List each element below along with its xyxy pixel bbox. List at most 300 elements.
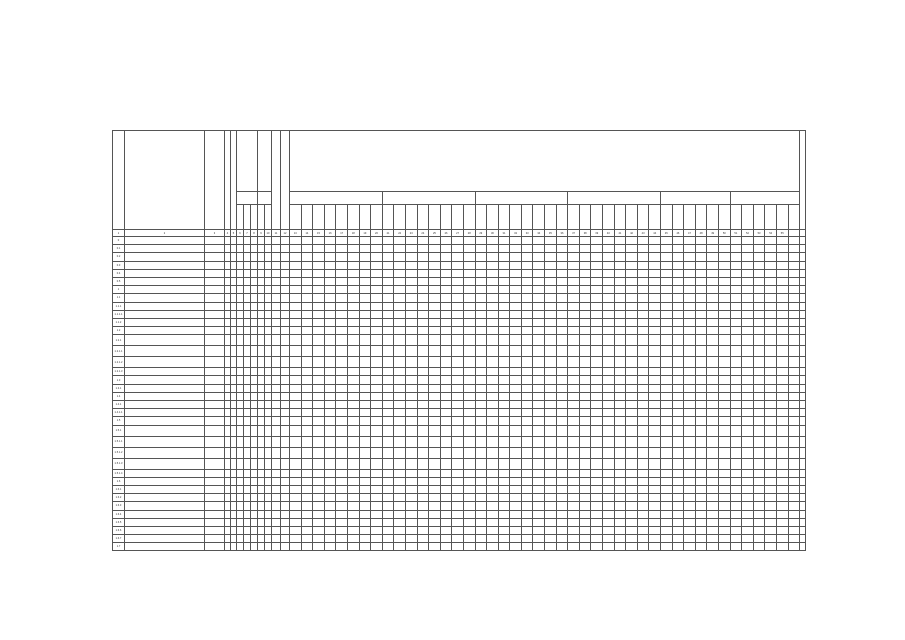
table-row [113,286,806,294]
table-cell [324,286,336,294]
table-cell [272,469,281,477]
table-cell [347,494,359,502]
table-cell [290,302,302,310]
table-cell [637,310,649,318]
table-cell [498,269,510,277]
table-cell [301,357,313,368]
table-cell [579,458,591,469]
header-funding-subcolumn [614,205,626,230]
table-cell [371,357,383,368]
table-cell [336,425,348,436]
table-cell [672,277,684,285]
table-cell [359,417,371,425]
table-cell [579,335,591,346]
table-cell [695,318,707,326]
table-cell [684,469,696,477]
table-cell [244,425,251,436]
table-cell [359,310,371,318]
table-cell [626,409,638,417]
table-cell [603,376,615,384]
table-cell [336,346,348,357]
table-cell [603,469,615,477]
table-cell [718,376,730,384]
table-cell [568,485,580,493]
table-row [113,510,806,518]
table-cell [463,425,475,436]
header-number [113,131,125,230]
table-cell [244,384,251,392]
table-cell [510,277,522,285]
table-cell [661,469,673,477]
table-cell [475,384,487,392]
table-cell [649,436,661,447]
table-cell [603,269,615,277]
table-cell [545,310,557,318]
column-number: 27 [452,230,464,237]
table-cell [237,294,244,302]
table-cell [417,477,429,485]
table-cell [359,286,371,294]
table-cell [637,436,649,447]
table-cell [614,294,626,302]
table-cell [684,518,696,526]
table-cell [429,376,441,384]
table-cell [545,253,557,261]
table-cell [359,346,371,357]
table-cell [649,253,661,261]
table-cell [614,425,626,436]
header-funding-subcolumn [788,205,800,230]
table-cell [765,376,777,384]
table-cell [545,494,557,502]
table-cell [359,335,371,346]
table-cell [301,510,313,518]
table-cell [649,384,661,392]
table-cell [603,261,615,269]
table-cell [568,357,580,368]
table-cell [661,425,673,436]
table-cell [556,261,568,269]
table-cell [626,425,638,436]
header-subcolumn [265,205,272,230]
table-cell [382,310,394,318]
table-row [113,502,806,510]
table-cell [463,327,475,335]
table-cell [649,510,661,518]
table-cell [603,245,615,253]
table-cell [695,384,707,392]
table-cell [251,357,258,368]
table-cell [463,376,475,384]
table-cell [272,518,281,526]
table-cell [429,346,441,357]
column-number: 10 [265,230,272,237]
table-cell [684,494,696,502]
table-cell [405,526,417,534]
table-cell [510,436,522,447]
table-cell [661,436,673,447]
table-cell [417,502,429,510]
table-cell [258,335,265,346]
table-cell [637,510,649,518]
table-cell [463,237,475,245]
table-cell [672,392,684,400]
table-cell [463,269,475,277]
table-cell [649,346,661,357]
table-cell [776,535,788,543]
table-cell [463,469,475,477]
column-number: 47 [684,230,696,237]
table-cell [614,346,626,357]
table-cell [800,294,806,302]
table-cell [251,409,258,417]
table-cell [347,335,359,346]
table-cell [301,277,313,285]
table-cell [649,376,661,384]
table-cell [336,447,348,458]
table-cell [382,417,394,425]
table-cell [707,409,719,417]
table-cell [707,485,719,493]
table-cell [258,543,265,551]
table-cell [684,384,696,392]
table-cell [800,535,806,543]
table-cell [463,310,475,318]
table-cell [788,469,800,477]
table-cell [371,494,383,502]
table-row [113,245,806,253]
table-cell [272,526,281,534]
table-cell [359,485,371,493]
table-cell [753,357,765,368]
table-cell [718,458,730,469]
row-number: 1.7 [113,543,125,551]
table-cell [765,447,777,458]
table-cell [556,357,568,368]
header-funding-subcolumn [475,205,487,230]
table-cell [742,417,754,425]
table-cell [695,494,707,502]
table-cell [382,302,394,310]
table-cell [661,253,673,261]
table-cell [742,477,754,485]
table-cell [440,436,452,447]
table-cell [301,409,313,417]
table-cell [800,526,806,534]
table-cell [359,510,371,518]
table-cell [788,327,800,335]
table-cell [487,237,499,245]
table-cell [521,368,533,376]
table-cell [382,526,394,534]
table-cell [394,401,406,409]
table-cell [742,526,754,534]
table-cell [603,368,615,376]
table-cell [487,277,499,285]
table-cell [405,286,417,294]
table-cell [405,384,417,392]
table-cell [672,335,684,346]
table-cell [800,384,806,392]
row-number: 1.2.1.2 [113,357,125,368]
table-cell [742,447,754,458]
table-cell [556,494,568,502]
table-cell [649,401,661,409]
table-cell [281,327,290,335]
table-cell [718,469,730,477]
table-cell [521,277,533,285]
row-code [205,477,225,485]
table-cell [579,417,591,425]
table-cell [591,458,603,469]
table-cell [265,543,272,551]
table-cell [753,253,765,261]
table-cell [742,535,754,543]
row-number: 0.3 [113,261,125,269]
table-cell [394,477,406,485]
table-cell [251,368,258,376]
table-cell [487,494,499,502]
table-cell [672,425,684,436]
table-cell [405,518,417,526]
table-cell [405,417,417,425]
table-cell [753,261,765,269]
table-cell [301,543,313,551]
table-cell [545,261,557,269]
table-cell [475,458,487,469]
table-cell [265,357,272,368]
table-cell [272,502,281,510]
table-cell [394,237,406,245]
table-cell [347,485,359,493]
table-cell [251,245,258,253]
table-cell [382,357,394,368]
table-cell [301,502,313,510]
table-cell [718,277,730,285]
table-cell [258,310,265,318]
table-cell [487,261,499,269]
table-cell [475,261,487,269]
table-cell [533,286,545,294]
table-cell [359,384,371,392]
table-cell [452,286,464,294]
table-cell [742,310,754,318]
table-cell [475,485,487,493]
table-cell [579,436,591,447]
table-cell [251,392,258,400]
table-cell [265,318,272,326]
table-cell [359,392,371,400]
row-number: 1.6.3 [113,502,125,510]
table-cell [290,245,302,253]
table-cell [405,253,417,261]
table-cell [251,417,258,425]
table-cell [521,447,533,458]
row-name [125,502,205,510]
table-cell [684,327,696,335]
row-code [205,401,225,409]
table-cell [800,376,806,384]
table-cell [776,458,788,469]
table-cell [336,286,348,294]
table-cell [463,368,475,376]
table-cell [672,526,684,534]
table-cell [281,392,290,400]
table-cell [405,357,417,368]
table-cell [521,401,533,409]
table-cell [788,346,800,357]
table-cell [626,392,638,400]
table-row [113,401,806,409]
table-cell [405,327,417,335]
table-cell [695,261,707,269]
header-id [205,131,225,230]
table-cell [440,409,452,417]
table-cell [579,502,591,510]
table-cell [359,318,371,326]
table-cell [649,357,661,368]
table-cell [290,510,302,518]
header-funding-subcolumn [684,205,696,230]
table-cell [568,368,580,376]
table-cell [301,384,313,392]
table-cell [765,261,777,269]
table-cell [765,518,777,526]
table-cell [603,384,615,392]
table-cell [272,368,281,376]
column-number: 23 [405,230,417,237]
table-cell [244,253,251,261]
table-cell [695,477,707,485]
table-cell [440,485,452,493]
table-cell [313,384,325,392]
table-cell [695,417,707,425]
table-cell [237,310,244,318]
table-cell [429,409,441,417]
table-cell [765,310,777,318]
header-funding-subcolumn [695,205,707,230]
table-cell [521,458,533,469]
row-number: 1.6.7 [113,535,125,543]
table-cell [776,294,788,302]
table-cell [272,485,281,493]
table-cell [290,277,302,285]
column-number: 4 [225,230,231,237]
table-cell [324,261,336,269]
table-cell [429,485,441,493]
table-cell [272,392,281,400]
table-cell [510,327,522,335]
column-number: 31 [498,230,510,237]
table-cell [626,318,638,326]
table-cell [405,376,417,384]
table-cell [614,302,626,310]
table-cell [626,436,638,447]
table-cell [347,417,359,425]
table-cell [301,294,313,302]
table-cell [498,302,510,310]
table-cell [405,469,417,477]
table-cell [336,376,348,384]
table-cell [672,286,684,294]
table-cell [452,253,464,261]
table-row [113,417,806,425]
table-cell [487,447,499,458]
table-cell [347,277,359,285]
header-funding-subcolumn [765,205,777,230]
table-cell [394,535,406,543]
table-cell [661,409,673,417]
table-cell [765,318,777,326]
row-number: 1.5.1.3 [113,458,125,469]
table-cell [579,477,591,485]
table-cell [475,253,487,261]
table-cell [649,261,661,269]
column-number: 22 [394,230,406,237]
table-cell [394,286,406,294]
table-cell [336,518,348,526]
table-cell [440,401,452,409]
table-cell [405,535,417,543]
table-cell [463,277,475,285]
table-cell [718,477,730,485]
table-cell [429,318,441,326]
table-cell [394,346,406,357]
table-cell [452,469,464,477]
table-cell [707,368,719,376]
table-cell [545,526,557,534]
table-cell [394,526,406,534]
row-name [125,518,205,526]
table-cell [371,502,383,510]
table-cell [556,237,568,245]
table-cell [359,458,371,469]
table-cell [417,494,429,502]
row-code [205,261,225,269]
table-cell [394,447,406,458]
table-cell [347,469,359,477]
table-cell [272,357,281,368]
table-cell [313,302,325,310]
row-name [125,409,205,417]
table-cell [281,357,290,368]
table-cell [265,384,272,392]
table-cell [417,310,429,318]
table-cell [301,327,313,335]
table-cell [672,269,684,277]
table-cell [290,269,302,277]
table-cell [452,357,464,368]
table-cell [684,245,696,253]
table-cell [510,237,522,245]
table-cell [730,447,742,458]
table-cell [510,409,522,417]
table-cell [718,368,730,376]
table-cell [382,409,394,417]
table-cell [417,335,429,346]
table-cell [730,357,742,368]
table-row [113,269,806,277]
row-name [125,384,205,392]
table-cell [251,401,258,409]
table-cell [258,447,265,458]
row-number: 1.6.1 [113,485,125,493]
table-cell [487,286,499,294]
header-funding-subcolumn [347,205,359,230]
table-cell [568,409,580,417]
table-cell [405,346,417,357]
table-cell [237,237,244,245]
